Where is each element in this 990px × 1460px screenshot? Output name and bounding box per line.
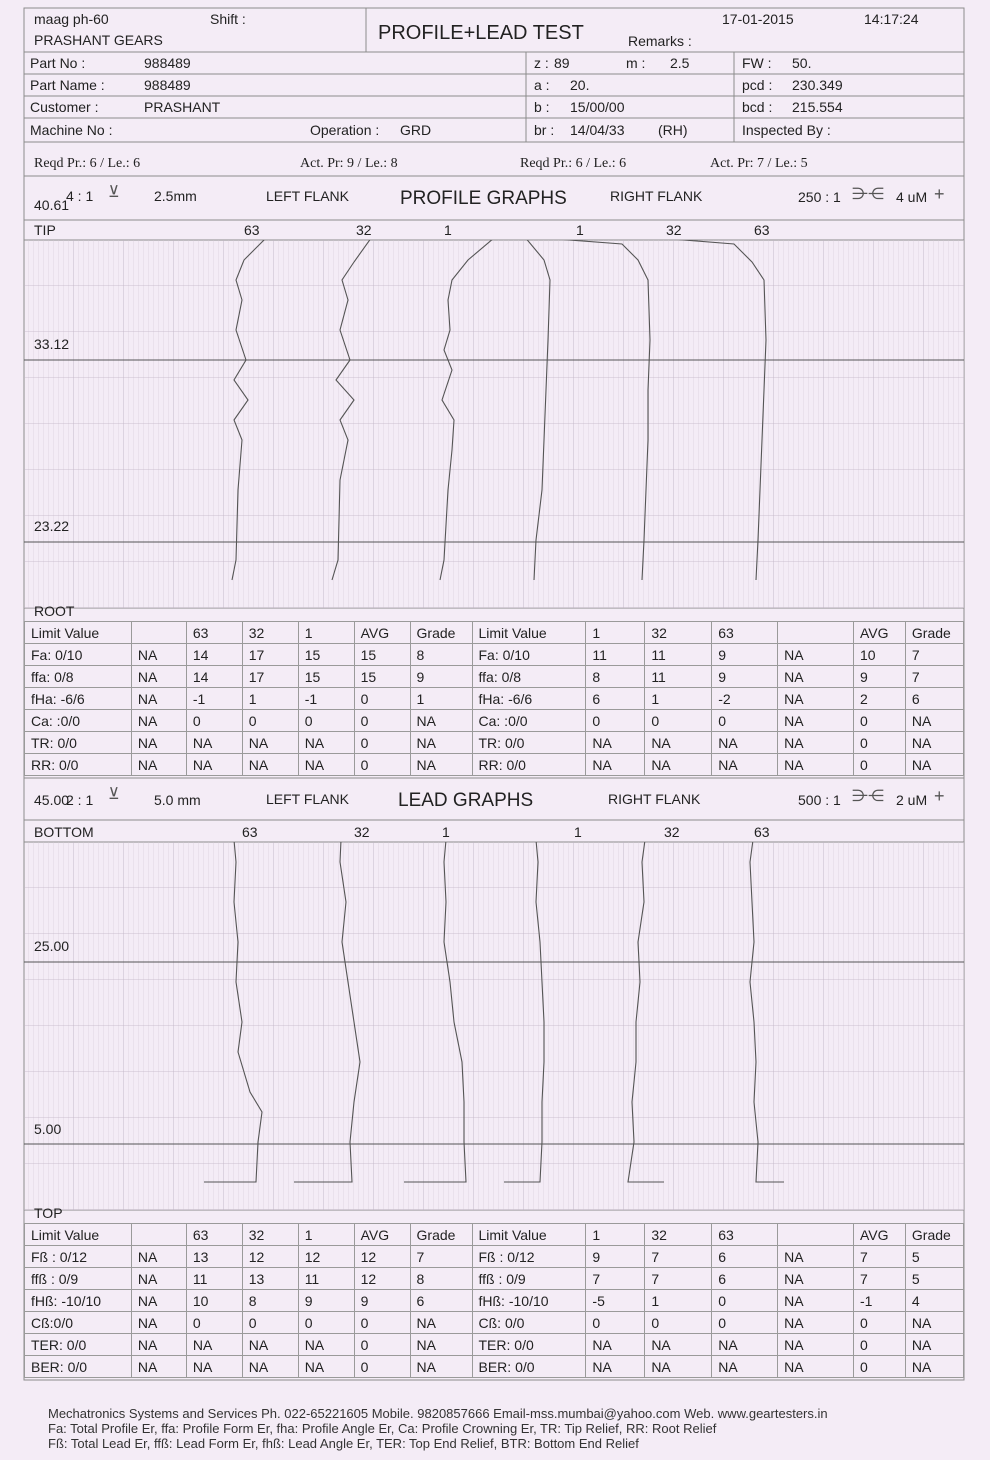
customer-value: PRASHANT [144, 99, 221, 115]
table-cell: 0 [712, 1312, 778, 1334]
table-row [25, 644, 964, 666]
table-cell: -5 [586, 1290, 645, 1312]
table-cell: NA [712, 1334, 778, 1356]
table-cell: NA [778, 644, 854, 666]
table-row [25, 732, 964, 754]
table-header-cell: 63 [712, 1224, 778, 1246]
left-reqd: Reqd Pr.: 6 / Le.: 6 [34, 156, 141, 171]
table-row [25, 1356, 964, 1378]
table-cell: NA [131, 1268, 186, 1290]
profile-col-label: 32 [666, 222, 682, 238]
table-cell: NA [186, 732, 242, 754]
table-cell: 10 [853, 644, 905, 666]
a-value: 20. [570, 77, 590, 93]
table-row [25, 1268, 964, 1290]
table-cell: NA [131, 644, 186, 666]
table-header-cell: 1 [586, 622, 645, 644]
table-cell: 1 [410, 688, 472, 710]
table-cell: 5 [905, 1246, 963, 1268]
lead-graph-grid [24, 842, 964, 1210]
table-cell: 7 [410, 1246, 472, 1268]
table-cell: NA [712, 754, 778, 776]
table-cell: NA [410, 1356, 472, 1378]
table-header-cell [778, 622, 854, 644]
arrow-marker-icon: ⋺⋲ [852, 186, 884, 203]
table-cell: 11 [645, 644, 712, 666]
table-cell: 9 [298, 1290, 354, 1312]
table-cell: NA [712, 732, 778, 754]
table-cell: 7 [905, 666, 963, 688]
table-cell: -1 [298, 688, 354, 710]
report-time: 14:17:24 [864, 11, 919, 27]
table-cell: NA [586, 754, 645, 776]
br-label: br : [534, 122, 555, 138]
pcd-label: pcd : [742, 77, 773, 93]
table-row [25, 1290, 964, 1312]
table-cell: 15 [298, 644, 354, 666]
table-header-cell [131, 622, 186, 644]
table-cell: 11 [186, 1268, 242, 1290]
fw-label: FW : [742, 55, 772, 71]
lead-um-right: 2 uM [896, 792, 928, 808]
table-cell: 0 [354, 754, 410, 776]
table-header-cell: 1 [298, 622, 354, 644]
table-cell: -1 [853, 1290, 905, 1312]
table-cell: 13 [186, 1246, 242, 1268]
arrow-marker-icon: ⊻ [108, 184, 120, 201]
lead-right-flank: RIGHT FLANK [608, 791, 701, 807]
table-header-cell: 63 [712, 622, 778, 644]
table-row [25, 1312, 964, 1334]
table-cell: 1 [242, 688, 298, 710]
table-cell: NA [131, 1290, 186, 1312]
table-cell: NA [298, 732, 354, 754]
table-cell: NA [586, 1356, 645, 1378]
table-cell: NA [645, 754, 712, 776]
table-cell: 0 [354, 1312, 410, 1334]
table-cell: 14 [186, 666, 242, 688]
report-date: 17-01-2015 [722, 11, 794, 27]
table-cell: 14 [186, 644, 242, 666]
table-cell: 15 [354, 644, 410, 666]
m-label: m : [626, 55, 646, 71]
table-header-cell: 1 [586, 1224, 645, 1246]
table-cell: 11 [586, 644, 645, 666]
table-cell: NA [586, 732, 645, 754]
z-value: 89 [554, 55, 570, 71]
table-cell: 11 [298, 1268, 354, 1290]
table-cell: 0 [586, 1312, 645, 1334]
table-cell: NA [778, 688, 854, 710]
table-header-cell [778, 1224, 854, 1246]
part-name-value: 988489 [144, 77, 191, 93]
table-cell: 5 [905, 1268, 963, 1290]
profile-y-label: 33.12 [34, 336, 70, 352]
table-cell: BER: 0/0 [25, 1356, 132, 1378]
table-cell: NA [410, 710, 472, 732]
table-header-cell: 63 [186, 622, 242, 644]
table-cell: fHß: -10/10 [25, 1290, 132, 1312]
footer-profile-legend: Fa: Total Profile Er, ffa: Profile Form Er, fha: Profile Angle Er, Ca: Profile Crowning Er, TR: Tip Relief, RR: Root Relief [48, 1421, 717, 1436]
table-cell: 0 [712, 1290, 778, 1312]
table-cell: 0 [242, 1312, 298, 1334]
table-cell: NA [778, 1268, 854, 1290]
table-cell: Ca: :0/0 [25, 710, 132, 732]
table-cell: TR: 0/0 [472, 732, 586, 754]
table-cell: ffa: 0/8 [25, 666, 132, 688]
table-cell: 6 [712, 1268, 778, 1290]
table-cell: BER: 0/0 [472, 1356, 586, 1378]
table-cell: Ca: :0/0 [472, 710, 586, 732]
table-cell: 0 [645, 710, 712, 732]
table-header-cell: Grade [410, 622, 472, 644]
table-header-cell: Grade [905, 622, 963, 644]
table-header-cell: AVG [354, 1224, 410, 1246]
table-cell: NA [186, 754, 242, 776]
b-value: 15/00/00 [570, 99, 625, 115]
lead-ratio-right: 500 : 1 [798, 792, 841, 808]
table-header-cell: AVG [354, 622, 410, 644]
table-cell: NA [131, 666, 186, 688]
lead-bottom-label: BOTTOM [34, 824, 94, 840]
table-cell: NA [645, 732, 712, 754]
b-label: b : [534, 99, 550, 115]
table-cell: 9 [586, 1246, 645, 1268]
lead-y-label: 5.00 [34, 1121, 62, 1137]
profile-results-table [24, 621, 964, 776]
machine-no-label: Machine No : [30, 122, 113, 138]
table-cell: NA [905, 732, 963, 754]
table-cell: Fa: 0/10 [472, 644, 586, 666]
table-header-cell [131, 1224, 186, 1246]
pcd-value: 230.349 [792, 77, 843, 93]
table-cell: NA [712, 1356, 778, 1378]
table-cell: NA [131, 710, 186, 732]
table-header-cell: Limit Value [25, 1224, 132, 1246]
br-value: 14/04/33 [570, 122, 625, 138]
table-cell: NA [131, 1356, 186, 1378]
table-header-cell: AVG [853, 622, 905, 644]
bcd-label: bcd : [742, 99, 773, 115]
profile-left-flank: LEFT FLANK [266, 188, 349, 204]
profile-title: PROFILE GRAPHS [400, 188, 567, 209]
table-cell: 17 [242, 644, 298, 666]
table-cell: Cß:0/0 [25, 1312, 132, 1334]
table-cell: NA [242, 732, 298, 754]
table-cell: 6 [586, 688, 645, 710]
table-cell: 12 [354, 1246, 410, 1268]
lead-col-label: 63 [242, 824, 258, 840]
m-value: 2.5 [670, 55, 690, 71]
table-cell: NA [131, 754, 186, 776]
table-cell: 9 [853, 666, 905, 688]
table-cell: NA [242, 1334, 298, 1356]
table-cell: 12 [242, 1246, 298, 1268]
table-cell: -1 [186, 688, 242, 710]
lead-ratio-left: 2 : 1 [66, 792, 94, 808]
fw-value: 50. [792, 55, 812, 71]
table-cell: 0 [645, 1312, 712, 1334]
table-cell: NA [410, 1312, 472, 1334]
table-cell: NA [242, 754, 298, 776]
report-title: PROFILE+LEAD TEST [378, 22, 584, 44]
left-act: Act. Pr: 9 / Le.: 8 [300, 156, 398, 171]
table-cell: fHa: -6/6 [472, 688, 586, 710]
profile-col-label: 1 [444, 222, 452, 238]
table-row [25, 1334, 964, 1356]
table-cell: 0 [853, 754, 905, 776]
table-cell: 8 [410, 644, 472, 666]
table-cell: Fa: 0/10 [25, 644, 132, 666]
table-cell: NA [410, 754, 472, 776]
table-cell: 0 [853, 710, 905, 732]
arrow-marker-icon: ⋺⋲ [852, 788, 884, 805]
table-cell: NA [905, 754, 963, 776]
table-cell: NA [905, 1312, 963, 1334]
table-cell: 7 [853, 1268, 905, 1290]
table-cell: 12 [354, 1268, 410, 1290]
part-name-label: Part Name : [30, 77, 105, 93]
table-cell: NA [778, 666, 854, 688]
table-header-cell: 32 [242, 622, 298, 644]
table-cell: NA [131, 1334, 186, 1356]
customer-label: Customer : [30, 99, 99, 115]
table-cell: 9 [410, 666, 472, 688]
profile-mm-left: 2.5mm [154, 188, 197, 204]
table-cell: 1 [645, 1290, 712, 1312]
table-cell: 0 [298, 1312, 354, 1334]
operation-label: Operation : [310, 122, 380, 138]
operation-value: GRD [400, 122, 432, 138]
table-cell: 8 [410, 1268, 472, 1290]
table-cell: 8 [242, 1290, 298, 1312]
table-cell: NA [410, 1334, 472, 1356]
table-cell: NA [586, 1334, 645, 1356]
table-cell: 4 [905, 1290, 963, 1312]
table-cell: NA [298, 1356, 354, 1378]
table-header-cell: AVG [853, 1224, 905, 1246]
lead-results-table [24, 1223, 964, 1378]
right-reqd: Reqd Pr.: 6 / Le.: 6 [520, 156, 627, 171]
table-cell: 7 [645, 1246, 712, 1268]
table-cell: NA [778, 1246, 854, 1268]
table-cell: NA [778, 1312, 854, 1334]
table-cell: ffß : 0/9 [25, 1268, 132, 1290]
table-cell: fHa: -6/6 [25, 688, 132, 710]
table-cell: NA [131, 688, 186, 710]
table-cell: ffß : 0/9 [472, 1268, 586, 1290]
table-cell: TR: 0/0 [25, 732, 132, 754]
lead-scale-top: 45.00 [34, 792, 70, 808]
hand-value: (RH) [658, 122, 688, 138]
lead-col-label: 32 [664, 824, 680, 840]
table-cell: -2 [712, 688, 778, 710]
table-header-cell: 32 [645, 622, 712, 644]
table-cell: 6 [712, 1246, 778, 1268]
lead-col-label: 1 [442, 824, 450, 840]
table-cell: RR: 0/0 [472, 754, 586, 776]
bcd-value: 215.554 [792, 99, 843, 115]
table-header-cell: 63 [186, 1224, 242, 1246]
table-cell: ffa: 0/8 [472, 666, 586, 688]
table-cell: NA [778, 732, 854, 754]
table-cell: 8 [586, 666, 645, 688]
shift-label: Shift : [210, 11, 246, 27]
right-act: Act. Pr: 7 / Le.: 5 [710, 156, 808, 171]
table-cell: 0 [354, 732, 410, 754]
table-cell: 0 [354, 710, 410, 732]
table-cell: Fß : 0/12 [25, 1246, 132, 1268]
table-cell: NA [778, 754, 854, 776]
table-cell: NA [905, 710, 963, 732]
table-cell: RR: 0/0 [25, 754, 132, 776]
lead-left-flank: LEFT FLANK [266, 791, 349, 807]
footer [48, 1406, 828, 1451]
table-header-cell: Limit Value [472, 1224, 586, 1246]
table-cell: NA [298, 754, 354, 776]
table-row [25, 666, 964, 688]
lead-mm-left: 5.0 mm [154, 792, 201, 808]
table-cell: NA [645, 1356, 712, 1378]
table-cell: NA [645, 1334, 712, 1356]
table-cell: 6 [410, 1290, 472, 1312]
profile-root-label: ROOT [34, 603, 75, 619]
table-row [25, 754, 964, 776]
table-cell: NA [242, 1356, 298, 1378]
table-cell: NA [905, 1334, 963, 1356]
lead-top-label: TOP [34, 1205, 63, 1221]
table-cell: 0 [298, 710, 354, 732]
table-cell: NA [298, 1334, 354, 1356]
profile-col-label: 32 [356, 222, 372, 238]
inspected-label: Inspected By : [742, 122, 831, 138]
table-cell: TER: 0/0 [25, 1334, 132, 1356]
table-cell: 0 [186, 1312, 242, 1334]
table-cell: 0 [354, 1334, 410, 1356]
table-cell: 6 [905, 688, 963, 710]
table-cell: 9 [712, 666, 778, 688]
table-cell: 9 [712, 644, 778, 666]
footer-contact: Mechatronics Systems and Services Ph. 022-65221605 Mobile. 9820857666 Email-mss.mumbai@yahoo.com Web. www.geartesters.in [48, 1406, 828, 1421]
table-cell: 0 [586, 710, 645, 732]
table-cell: 0 [354, 688, 410, 710]
plus-icon: + [934, 184, 945, 204]
table-cell: NA [131, 1246, 186, 1268]
plus-icon: + [934, 786, 945, 806]
profile-y-label: 23.22 [34, 518, 70, 534]
part-no-label: Part No : [30, 55, 86, 71]
table-header-cell: 32 [242, 1224, 298, 1246]
table-cell: 0 [186, 710, 242, 732]
table-cell: Cß: 0/0 [472, 1312, 586, 1334]
table-cell: 7 [586, 1268, 645, 1290]
table-header-row [25, 622, 964, 644]
lead-title: LEAD GRAPHS [398, 790, 534, 811]
profile-tip-label: TIP [34, 222, 56, 238]
table-cell: NA [186, 1334, 242, 1356]
table-cell: 0 [354, 1356, 410, 1378]
arrow-marker-icon: ⊻ [108, 786, 120, 803]
table-header-row [25, 1224, 964, 1246]
profile-ratio-right: 250 : 1 [798, 189, 841, 205]
profile-col-label: 63 [244, 222, 260, 238]
table-cell: 1 [645, 688, 712, 710]
table-cell: 7 [853, 1246, 905, 1268]
table-header-cell: Grade [905, 1224, 963, 1246]
profile-scale-top: 40.61 [34, 197, 70, 213]
profile-col-label: 1 [576, 222, 584, 238]
table-cell: 2 [853, 688, 905, 710]
table-cell: 11 [645, 666, 712, 688]
table-cell: NA [131, 732, 186, 754]
table-cell: 0 [853, 1334, 905, 1356]
table-cell: 7 [645, 1268, 712, 1290]
table-cell: 7 [905, 644, 963, 666]
table-cell: NA [778, 710, 854, 732]
table-row [25, 710, 964, 732]
table-row [25, 1246, 964, 1268]
table-cell: 9 [354, 1290, 410, 1312]
profile-ratio-left: 4 : 1 [66, 188, 94, 204]
table-cell: 10 [186, 1290, 242, 1312]
table-cell: NA [131, 1312, 186, 1334]
table-cell: 15 [354, 666, 410, 688]
part-no-value: 988489 [144, 55, 191, 71]
remarks-label: Remarks : [628, 33, 692, 49]
z-label: z : [534, 55, 549, 71]
profile-col-label: 63 [754, 222, 770, 238]
table-header-cell: Limit Value [472, 622, 586, 644]
lead-y-label: 25.00 [34, 938, 70, 954]
table-cell: Fß : 0/12 [472, 1246, 586, 1268]
table-cell: 17 [242, 666, 298, 688]
table-cell: 0 [853, 732, 905, 754]
table-cell: NA [905, 1356, 963, 1378]
a-label: a : [534, 77, 550, 93]
table-header-cell: Limit Value [25, 622, 132, 644]
table-cell: 15 [298, 666, 354, 688]
lead-col-label: 32 [354, 824, 370, 840]
table-row [25, 688, 964, 710]
table-cell: 0 [853, 1312, 905, 1334]
table-header-cell: 32 [645, 1224, 712, 1246]
table-cell: 0 [712, 710, 778, 732]
table-cell: NA [410, 732, 472, 754]
profile-um-right: 4 uM [896, 189, 928, 205]
profile-graph-grid [24, 240, 964, 608]
table-cell: fHß: -10/10 [472, 1290, 586, 1312]
table-cell: NA [186, 1356, 242, 1378]
table-cell: 0 [853, 1356, 905, 1378]
profile-right-flank: RIGHT FLANK [610, 188, 703, 204]
table-cell: 0 [242, 710, 298, 732]
lead-col-label: 63 [754, 824, 770, 840]
footer-lead-legend: Fß: Total Lead Er, ffß: Lead Form Er, fhß: Lead Angle Er, TER: Top End Relief, BTR: Bottom End Relief [48, 1436, 639, 1451]
table-cell: NA [778, 1356, 854, 1378]
lead-col-label: 1 [574, 824, 582, 840]
table-header-cell: 1 [298, 1224, 354, 1246]
table-cell: NA [778, 1334, 854, 1356]
table-cell: NA [778, 1290, 854, 1312]
table-header-cell: Grade [410, 1224, 472, 1246]
table-cell: TER: 0/0 [472, 1334, 586, 1356]
machine-name: maag ph-60 [34, 11, 109, 27]
table-cell: 13 [242, 1268, 298, 1290]
company-name: PRASHANT GEARS [34, 32, 163, 48]
table-cell: 12 [298, 1246, 354, 1268]
